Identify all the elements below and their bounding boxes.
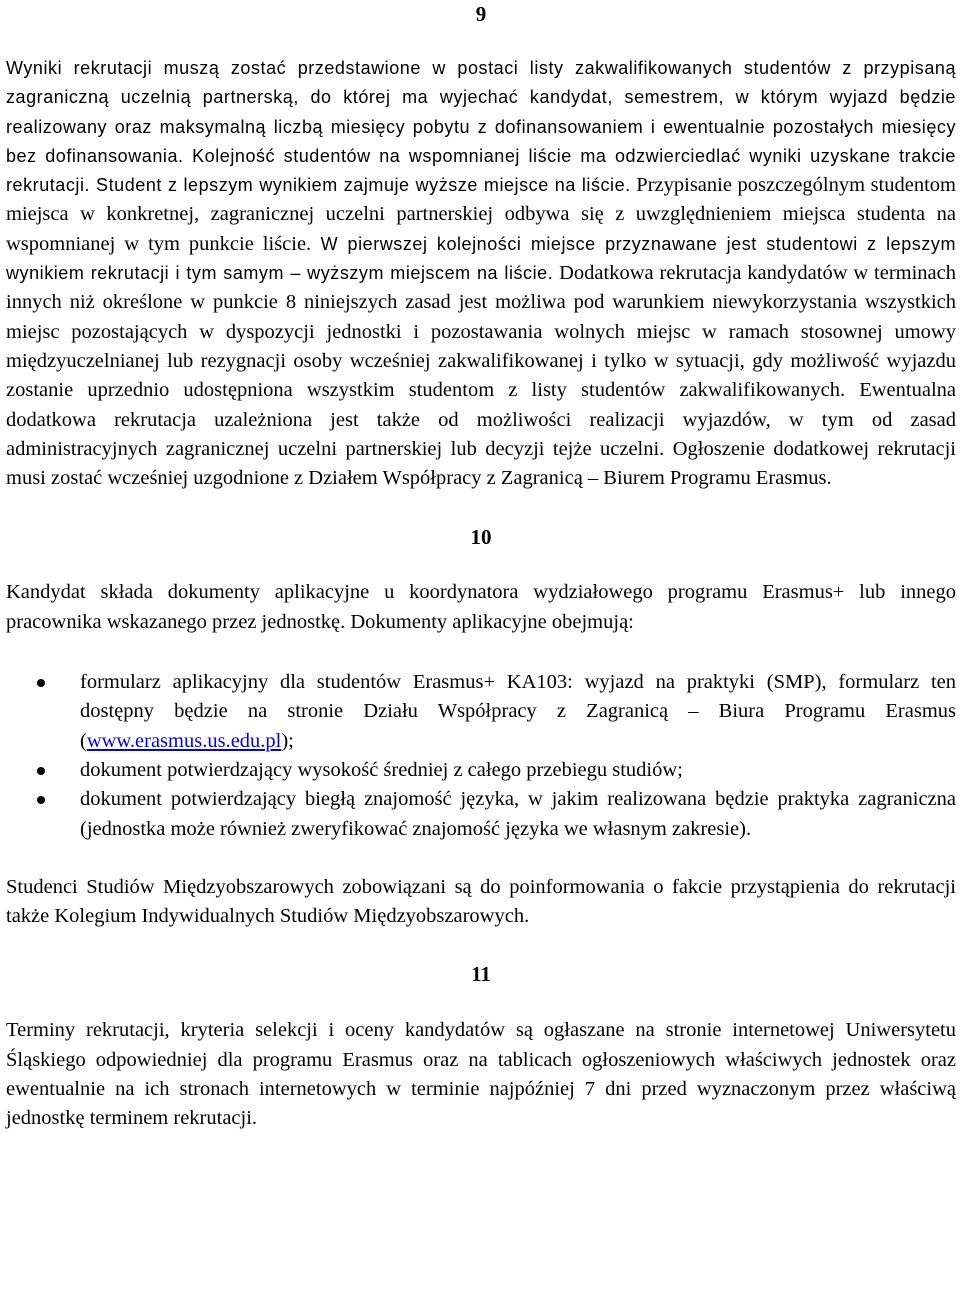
section-11-number: 11	[471, 962, 491, 987]
section-11-paragraph: Terminy rekrutacji, kryteria selekcji i oceny kandydatów są ogłaszane na stronie internetowej Uniwersytetu Śląskiego odpowiedniej dla programu Erasmus oraz na tablicach ogłoszeniowych właściwych jednostek oraz ewentualnie na ich stronach internetowych w terminie najpóźniej 7 dni przed wyznaczonym przez właściwą jednostkę terminem rekrutacji.	[6, 1019, 956, 1130]
section-9-text-part-1: Wyniki rekrutacji muszą zostać przedstawione w postaci listy zakwalifikowanych studentów z przypisaną zagraniczną uczelnią partnerską, do której ma wyjechać kandydat, semestrem, w którym wyjazd będzie realizowany oraz maksymalną liczbą miesięcy pobytu z dofinansowaniem i ewentualnie pozostałych miesięcy bez dofinansowania. Kolejność studentów na wspomnianej liście ma odzwierciedlać wyniki uzyskane trakcie rekrutacji. Student z lepszym wynikiem zajmuje wyższe miejsce na liście.	[6, 58, 956, 196]
section-9-text-part-2: Przypisanie poszczególnym studentom miejsca w konkretnej, zagranicznej uczelni partnerskiej odbywa się z uwzględnieniem miejsca studenta na wspomnianej w tym punkcie liście.	[6, 174, 956, 255]
list-item	[6, 785, 956, 844]
list-item	[6, 756, 956, 785]
section-9-text-part-3: W pierwszej kolejności miejsce przyznawane jest studentowi z lepszym wynikiem rekrutacji i tym samym – wyższym miejscem na liście.	[6, 233, 956, 284]
list-item-text-end: );	[281, 729, 294, 752]
documents-list	[6, 668, 956, 844]
bullet-icon	[37, 679, 45, 687]
list-item-text: formularz aplikacyjny dla studentów Erasmus+ KA103: wyjazd na praktyki (SMP), formularz ten dostępny będzie na stronie Działu Współpracy z Zagranicą – Biura Programu Erasmus (	[80, 671, 956, 752]
section-10-note: Studenci Studiów Międzyobszarowych zobowiązani są do poinformowania o fakcie przystąpienia do rekrutacji także Kolegium Indywidualnych Studiów Międzyobszarowych.	[6, 875, 956, 928]
bullet-icon	[37, 796, 45, 804]
document-page	[6, 0, 956, 1134]
erasmus-website-link[interactable]: www.erasmus.us.edu.pl	[86, 729, 282, 752]
section-10-number: 10	[470, 525, 492, 550]
section-10-intro: Kandydat składa dokumenty aplikacyjne u koordynatora wydziałowego programu Erasmus+ lub innego pracownika wskazanego przez jednostkę. Dokumenty aplikacyjne obejmują:	[6, 581, 956, 633]
list-item-text: dokument potwierdzający wysokość średniej z całego przebiegu studiów;	[80, 758, 683, 781]
section-9-text-part-4: Dodatkowa rekrutacja kandydatów w terminach innych niż określone w punkcie 8 niniejszych zasad jest możliwa pod warunkiem niewykorzystania wszystkich miejsc pozostających w dyspozycji jednostki i pozostawania wolnych miejsc w ramach stosownej umowy międzyuczelnianej lub rezygnacji osoby wcześniej zakwalifikowanej i tylko w sytuacji, gdy możliwość wyjazdu zostanie uprzednio udostępniona wszystkim studentom z listy studentów zakwalifikowanych. Ewentualna dodatkowa rekrutacja uzależniona jest także od możliwości realizacji wyjazdów, w tym od zasad administracyjnych zagranicznej uczelni partnerskiej lub decyzji tejże uczelni. Ogłoszenie dodatkowej rekrutacji musi zostać wcześniej uzgodnione z Działem Współpracy z Zagranicą – Biurem Programu Erasmus.	[6, 262, 956, 490]
bullet-icon	[37, 767, 45, 775]
page-number: 9	[475, 2, 487, 26]
section-9-paragraph	[6, 54, 956, 493]
list-item	[6, 668, 956, 756]
list-item-text: dokument potwierdzający biegłą znajomość języka, w jakim realizowana będzie praktyka zagraniczna (jednostka może również zweryfikować znajomość języka we własnym zakresie).	[80, 788, 956, 840]
